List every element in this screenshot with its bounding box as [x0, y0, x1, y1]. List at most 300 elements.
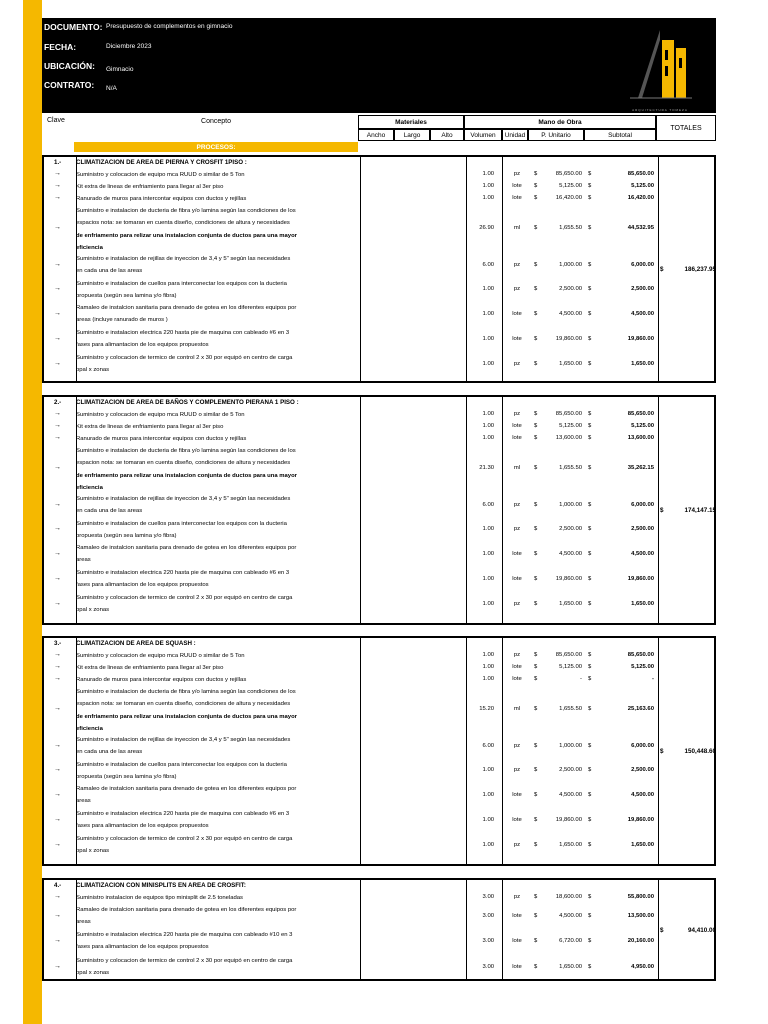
volume-cell: 3.00: [482, 938, 494, 944]
description-line: Suministro y colocacion de termico de control 2 x 30 por equipó en centro de carga: [76, 595, 293, 601]
unit-cell: lote: [512, 938, 522, 944]
volume-cell: 1.00: [482, 550, 494, 557]
item-description: [76, 567, 360, 592]
currency-sign: $: [534, 465, 538, 471]
volume-cell: 1.00: [482, 652, 494, 658]
documento-value: Presupuesto de complementos en gimnacio: [106, 23, 233, 30]
item-description: [76, 169, 360, 181]
total-value: 150,448.60: [684, 748, 716, 755]
currency-sign: $: [534, 841, 538, 848]
item-description: [76, 253, 360, 278]
description-line: de enfriamento para relizar una instalacion conjunta de ductos para una mayor: [76, 472, 297, 479]
volume-cell: 1.00: [482, 816, 494, 823]
currency-sign: $: [534, 195, 538, 201]
currency-sign: $: [534, 706, 538, 712]
description-line: Suministro e instalacion de rejillas de inyeccion de 3,4 y 5" según las necesidades: [76, 737, 291, 743]
arrow-icon: →: [54, 170, 61, 177]
description-line: Suministro e instalacion de ducteria de fibra y/o lamina según las condiciones de los: [76, 448, 296, 454]
unit-price-cell: 13,600.00: [555, 435, 582, 441]
item-description: [76, 352, 360, 377]
unit-cell: pz: [513, 526, 521, 532]
unit-cell: pz: [513, 600, 521, 607]
currency-sign: $: [588, 423, 592, 429]
description-line: de enfriamento para relizar una instalacion conjunta de ductos para una mayor: [76, 713, 297, 720]
description-line: Suministro e instalacion de cuellos para interconectar los equipos con la ducteria: [76, 281, 287, 287]
item-description: [76, 327, 360, 352]
table-row: [44, 808, 714, 833]
description-line: ppal x zonas: [76, 607, 110, 614]
unit-cell: lote: [512, 310, 522, 317]
arrow-icon: →: [54, 309, 61, 317]
unit-price-cell: 5,125.00: [559, 664, 582, 670]
currency-sign: $: [588, 286, 592, 292]
currency-sign: $: [534, 335, 538, 342]
volume-cell: 21.30: [479, 465, 494, 471]
item-description: [76, 892, 360, 904]
unit-price-cell: 1,000.00: [559, 261, 582, 268]
subtotal-cell: 1,650.00: [631, 841, 654, 848]
unit-price-cell: 1,655.50: [559, 706, 582, 712]
arrow-icon: →: [54, 285, 61, 292]
currency-sign: $: [588, 600, 592, 607]
description-line: areas (incluye ranurado de muros ): [76, 317, 168, 324]
currency-sign: $: [534, 575, 538, 582]
currency-sign: $: [660, 748, 664, 755]
description-line: espacios nota: se tomaran en cuenta diseño, condiciones de altura y necesidades: [76, 220, 290, 227]
subtotal-cell: 4,500.00: [631, 791, 654, 798]
col-mano-obra: Mano de Obra: [464, 115, 656, 129]
arrow-icon: →: [54, 741, 61, 749]
volume-cell: 3.00: [482, 963, 494, 970]
total-value: 186,237.95: [684, 266, 716, 273]
volume-cell: 1.00: [482, 171, 494, 177]
subtotal-cell: 1,650.00: [631, 600, 654, 607]
currency-sign: $: [588, 261, 592, 268]
section-number: 1.-: [54, 159, 62, 166]
unit-price-cell: 85,650.00: [555, 171, 582, 177]
documento-label: DOCUMENTO:: [44, 22, 103, 32]
description-line: Kit extra de lineas de enfriamiento para llegar al 3er piso: [76, 184, 224, 190]
subtotal-cell: 25,163.60: [627, 706, 654, 712]
currency-sign: $: [588, 225, 592, 231]
item-description: [76, 734, 360, 759]
currency-sign: $: [588, 841, 592, 848]
unit-price-cell: 2,500.00: [559, 767, 582, 773]
table-row: [44, 205, 714, 253]
item-description: [76, 205, 360, 254]
arrow-icon: →: [54, 224, 61, 231]
subtotal-cell: 5,125.00: [631, 423, 654, 429]
currency-sign: $: [534, 261, 538, 268]
description-line: areas: [76, 919, 91, 926]
unit-price-cell: 1,650.00: [559, 963, 582, 970]
description-line: eficiencia: [76, 244, 103, 251]
contrato-value: N/A: [106, 85, 117, 92]
description-line: Suministro e instalacion electrica 220 hasta pie de maquina con cableado #10 en 3: [76, 932, 293, 938]
description-line: ppal x zonas: [76, 367, 110, 374]
table-row: [44, 278, 714, 302]
table-row: [44, 493, 714, 518]
currency-sign: $: [534, 360, 538, 367]
table-row: [44, 302, 714, 327]
table-row: [44, 955, 714, 980]
currency-sign: $: [588, 435, 592, 441]
currency-sign: $: [534, 742, 538, 749]
section-title: CLIMATIZACION CON MINISPLITS EN AREA DE CROSFIT:: [76, 882, 246, 889]
section-number: 2.-: [54, 399, 62, 406]
currency-sign: $: [534, 225, 538, 231]
currency-sign: $: [534, 183, 538, 189]
subtotal-cell: 19,860.00: [627, 335, 654, 342]
item-description: [76, 433, 360, 445]
item-description: [76, 929, 360, 954]
table-row: [44, 904, 714, 929]
description-line: Suministro e instalacion electrica 220 hasta pie de maquina con cableado #6 en 3: [76, 330, 290, 336]
subtotal-cell: 6,000.00: [631, 501, 654, 508]
volume-cell: 6.00: [482, 501, 494, 508]
item-description: [76, 421, 360, 433]
arrow-icon: →: [54, 651, 61, 658]
arrow-icon: →: [54, 790, 61, 798]
unit-cell: pz: [513, 261, 521, 268]
unit-price-cell: 2,500.00: [559, 526, 582, 532]
unit-price-cell: 18,600.00: [555, 894, 582, 900]
accent-bar: [23, 0, 42, 1024]
item-description: [76, 662, 360, 674]
unit-cell: ml: [513, 225, 521, 231]
unit-cell: pz: [513, 742, 521, 749]
currency-sign: $: [588, 938, 592, 944]
unit-price-cell: -: [580, 676, 582, 682]
volume-cell: 1.00: [482, 600, 494, 607]
section-block: [42, 878, 716, 981]
currency-sign: $: [588, 183, 592, 189]
section-total: [660, 266, 716, 273]
unit-cell: lote: [512, 550, 522, 557]
subtotal-cell: 5,125.00: [631, 664, 654, 670]
currency-sign: $: [534, 894, 538, 900]
table-row: [44, 833, 714, 858]
arrow-icon: →: [54, 962, 61, 970]
col-largo: Largo: [394, 129, 430, 141]
table-row: [44, 327, 714, 352]
procesos-label: PROCESOS:: [74, 142, 358, 152]
description-line: Ramaleo de instalcion sanitaria para drenado de gotea en los diferentes equipos por: [76, 907, 297, 913]
unit-cell: lote: [512, 816, 522, 823]
currency-sign: $: [534, 423, 538, 429]
unit-cell: lote: [512, 423, 522, 429]
currency-sign: $: [534, 550, 538, 557]
unit-price-cell: 1,650.00: [559, 841, 582, 848]
document-header: [42, 18, 716, 113]
table-row: [44, 253, 714, 278]
col-punitario: P. Unitario: [528, 129, 584, 141]
volume-cell: 1.00: [482, 676, 494, 682]
unit-cell: pz: [513, 841, 521, 848]
unit-price-cell: 1,650.00: [559, 360, 582, 367]
description-line: eficiencia: [76, 725, 103, 732]
section-block: [42, 155, 716, 383]
subtotal-cell: 4,950.00: [631, 963, 654, 970]
item-description: [76, 493, 360, 518]
description-line: Kit extra de lineas de enfriamiento para llegar al 3er piso: [76, 424, 224, 430]
volume-cell: 3.00: [482, 912, 494, 919]
col-concepto: Concepto: [201, 117, 231, 125]
description-line: en cada una de las areas: [76, 508, 143, 515]
unit-cell: pz: [513, 767, 521, 773]
currency-sign: $: [534, 435, 538, 441]
description-line: Suministro y colocacion de equipo mca RUUD o similar de 5 Ton: [76, 172, 245, 178]
subtotal-cell: 4,500.00: [631, 550, 654, 557]
volume-cell: 1.00: [482, 286, 494, 292]
description-line: Ramaleo de instalcion sanitaria para drenado de gotea en los diferentes equipos por: [76, 545, 297, 551]
ubicacion-value: Gimnacio: [106, 66, 134, 73]
item-description: [76, 833, 360, 858]
currency-sign: $: [588, 706, 592, 712]
unit-price-cell: 4,500.00: [559, 550, 582, 557]
table-row: [44, 169, 714, 181]
table-row: [44, 542, 714, 567]
unit-cell: pz: [513, 171, 521, 177]
table-row: [44, 409, 714, 421]
table-row: [44, 193, 714, 205]
subtotal-cell: 4,500.00: [631, 310, 654, 317]
unit-price-cell: 4,500.00: [559, 310, 582, 317]
logo-caption: ARQUITECTURA TOMEZA: [632, 108, 688, 112]
currency-sign: $: [588, 171, 592, 177]
unit-price-cell: 16,420.00: [555, 195, 582, 201]
arrow-icon: →: [54, 260, 61, 268]
subtotal-cell: 13,600.00: [627, 435, 654, 441]
volume-cell: 1.00: [482, 841, 494, 848]
volume-cell: 1.00: [482, 183, 494, 189]
description-line: Suministro e instalacion electrica 220 hasta pie de maquina con cableado #6 en 3: [76, 570, 290, 576]
table-row: [44, 421, 714, 433]
unit-cell: pz: [513, 411, 521, 417]
item-description: [76, 278, 360, 303]
item-description: [76, 674, 360, 686]
description-line: Suministro e instalacion de ducteria de fibra y/o lamina según las condiciones de los: [76, 208, 296, 214]
description-line: propuesta (según sea lamina y/o fibra): [76, 774, 177, 781]
description-line: Ranurado de muros para intercontar equipos con ductos y rejillas: [76, 436, 247, 442]
section-number: 3.-: [54, 640, 62, 647]
col-clave: Clave: [47, 117, 65, 124]
subtotal-cell: 20,160.00: [627, 938, 654, 944]
description-line: Suministro y colocacion de termico de control 2 x 30 por equipó en centro de carga: [76, 836, 293, 842]
col-ancho: Ancho: [358, 129, 394, 141]
currency-sign: $: [534, 767, 538, 773]
subtotal-cell: 85,650.00: [627, 652, 654, 658]
unit-cell: lote: [512, 963, 522, 970]
subtotal-cell: 2,500.00: [631, 767, 654, 773]
currency-sign: $: [588, 767, 592, 773]
description-line: ppal x zonas: [76, 970, 110, 977]
arrow-icon: →: [54, 422, 61, 429]
currency-sign: $: [588, 465, 592, 471]
volume-cell: 1.00: [482, 575, 494, 582]
total-value: 94,410.00: [687, 926, 716, 934]
currency-sign: $: [588, 652, 592, 658]
description-line: Suministro instalacion de equipos tipo minisplit de 2.5 toneladas: [76, 895, 244, 901]
description-line: Kit extra de lineas de enfriamiento para llegar al 3er piso: [76, 665, 224, 671]
subtotal-cell: 6,000.00: [631, 261, 654, 268]
currency-sign: $: [588, 550, 592, 557]
item-description: [76, 181, 360, 193]
item-description: [76, 409, 360, 421]
item-description: [76, 904, 360, 929]
description-line: Ramaleo de instalcion sanitaria para drenado de gotea en los diferentes equipos por: [76, 786, 297, 792]
currency-sign: $: [660, 266, 664, 273]
description-line: Suministro e instalacion de cuellos para interconectar los equipos con la ducteria: [76, 762, 287, 768]
unit-price-cell: 1,650.00: [559, 600, 582, 607]
volume-cell: 1.00: [482, 526, 494, 532]
item-description: [76, 955, 360, 980]
total-value: 174,147.15: [684, 507, 716, 514]
item-description: [76, 592, 360, 617]
item-description: [76, 193, 360, 205]
subtotal-cell: 2,500.00: [631, 526, 654, 532]
col-alto: Alto: [430, 129, 464, 141]
currency-sign: $: [588, 912, 592, 919]
description-line: Ranurado de muros para intercontar equipos con ductos y rejillas: [76, 677, 247, 683]
unit-cell: lote: [512, 335, 522, 342]
currency-sign: $: [534, 791, 538, 798]
arrow-icon: →: [54, 549, 61, 557]
table-row: [44, 662, 714, 674]
subtotal-cell: 13,500.00: [627, 912, 654, 919]
unit-cell: ml: [513, 465, 521, 471]
unit-cell: lote: [512, 676, 522, 682]
item-description: [76, 542, 360, 567]
description-line: espacion nota: se tomaran en cuenta diseño, condiciones de altura y necesidades: [76, 460, 291, 467]
description-line: fases para alimantacion de los equipos propuestos: [76, 944, 209, 951]
item-description: [76, 783, 360, 808]
description-line: fases para alimantacion de los equipos propuestos: [76, 342, 209, 349]
currency-sign: $: [588, 742, 592, 749]
subtotal-cell: 19,860.00: [627, 816, 654, 823]
currency-sign: $: [588, 360, 592, 367]
section-number: 4.-: [54, 882, 62, 889]
currency-sign: $: [534, 963, 538, 970]
description-line: areas: [76, 798, 91, 805]
description-line: en cada una de las areas: [76, 749, 143, 756]
table-row: [44, 567, 714, 592]
currency-sign: $: [534, 501, 538, 508]
unit-cell: lote: [512, 183, 522, 189]
description-line: Suministro y colocacion de equipo mca RUUD o similar de 5 Ton: [76, 412, 245, 418]
section-title: CLIMATIZACION DE AREA DE BAÑOS Y COMPLEMENTO PIERANA 1 PISO :: [76, 399, 299, 406]
currency-sign: $: [534, 816, 538, 823]
section-block: [42, 395, 716, 625]
arrow-icon: →: [54, 500, 61, 508]
currency-sign: $: [534, 664, 538, 670]
unit-price-cell: 1,655.50: [559, 225, 582, 231]
arrow-icon: →: [54, 434, 61, 441]
ubicacion-label: UBICACIÓN:: [44, 61, 95, 71]
currency-sign: $: [588, 963, 592, 970]
unit-price-cell: 19,860.00: [555, 816, 582, 823]
unit-cell: pz: [513, 652, 521, 658]
description-line: Suministro e instalacion electrica 220 hasta pie de maquina con cableado #6 en 3: [76, 811, 290, 817]
volume-cell: 1.00: [482, 195, 494, 201]
subtotal-cell: 85,650.00: [627, 171, 654, 177]
table-row: [44, 352, 714, 377]
col-unidad: Unidad: [502, 129, 528, 141]
unit-cell: lote: [512, 912, 522, 919]
subtotal-cell: 19,860.00: [627, 575, 654, 582]
volume-cell: 1.00: [482, 791, 494, 798]
currency-sign: $: [534, 600, 538, 607]
volume-cell: 1.00: [482, 423, 494, 429]
currency-sign: $: [534, 171, 538, 177]
unit-cell: pz: [513, 894, 521, 900]
currency-sign: $: [534, 526, 538, 532]
unit-price-cell: 1,000.00: [559, 742, 582, 749]
arrow-icon: →: [54, 359, 61, 367]
currency-sign: $: [534, 676, 538, 682]
fecha-value: Diciembre 2023: [106, 43, 152, 50]
volume-cell: 15.20: [479, 706, 494, 712]
currency-sign: $: [588, 816, 592, 823]
description-line: Suministro y colocacion de equipo mca RUUD o similar de 5 Ton: [76, 653, 245, 659]
arrow-icon: →: [54, 840, 61, 848]
description-line: Suministro e instalacion de rejillas de inyeccion de 3,4 y 5" según las necesidades: [76, 256, 291, 262]
description-line: eficiencia: [76, 484, 103, 491]
volume-cell: 1.00: [482, 310, 494, 317]
table-row: [44, 592, 714, 617]
description-line: Ranurado de muros para intercontar equipos con ductos y rejillas: [76, 196, 247, 202]
currency-sign: $: [588, 526, 592, 532]
arrow-icon: →: [54, 182, 61, 189]
unit-price-cell: 85,650.00: [555, 652, 582, 658]
subtotal-cell: 2,500.00: [631, 286, 654, 292]
subtotal-cell: 85,650.00: [627, 411, 654, 417]
description-line: fases para alimantacion de los equipos propuestos: [76, 823, 209, 830]
unit-price-cell: 19,860.00: [555, 575, 582, 582]
unit-price-cell: 2,500.00: [559, 286, 582, 292]
currency-sign: $: [534, 411, 538, 417]
unit-cell: lote: [512, 791, 522, 798]
volume-cell: 6.00: [482, 261, 494, 268]
unit-cell: ml: [513, 706, 521, 712]
volume-cell: 1.00: [482, 360, 494, 367]
arrow-icon: →: [54, 194, 61, 201]
arrow-icon: →: [54, 525, 61, 532]
volume-cell: 1.00: [482, 767, 494, 773]
section-title: CLIMATIZACION DE AREA DE PIERNA Y CROSFIT 1PISO :: [76, 159, 247, 166]
unit-cell: pz: [513, 360, 521, 367]
unit-price-cell: 1,655.50: [559, 465, 582, 471]
table-row: [44, 686, 714, 734]
arrow-icon: →: [54, 663, 61, 670]
col-totales: TOTALES: [656, 115, 716, 141]
arrow-icon: →: [54, 410, 61, 417]
col-materiales: Materiales: [358, 115, 464, 129]
col-subtotal: Subtotal: [584, 129, 656, 141]
section-total: [660, 927, 716, 934]
item-description: [76, 302, 360, 327]
unit-cell: pz: [513, 501, 521, 508]
description-line: en cada una de las areas: [76, 268, 143, 275]
arrow-icon: →: [54, 464, 61, 471]
description-line: Suministro e instalacion de rejillas de inyeccion de 3,4 y 5" según las necesidades: [76, 496, 291, 502]
currency-sign: $: [660, 926, 664, 934]
unit-price-cell: 5,125.00: [559, 183, 582, 189]
subtotal-cell: 35,262.15: [627, 465, 654, 471]
currency-sign: $: [534, 912, 538, 919]
currency-sign: $: [588, 894, 592, 900]
item-description: [76, 686, 360, 735]
